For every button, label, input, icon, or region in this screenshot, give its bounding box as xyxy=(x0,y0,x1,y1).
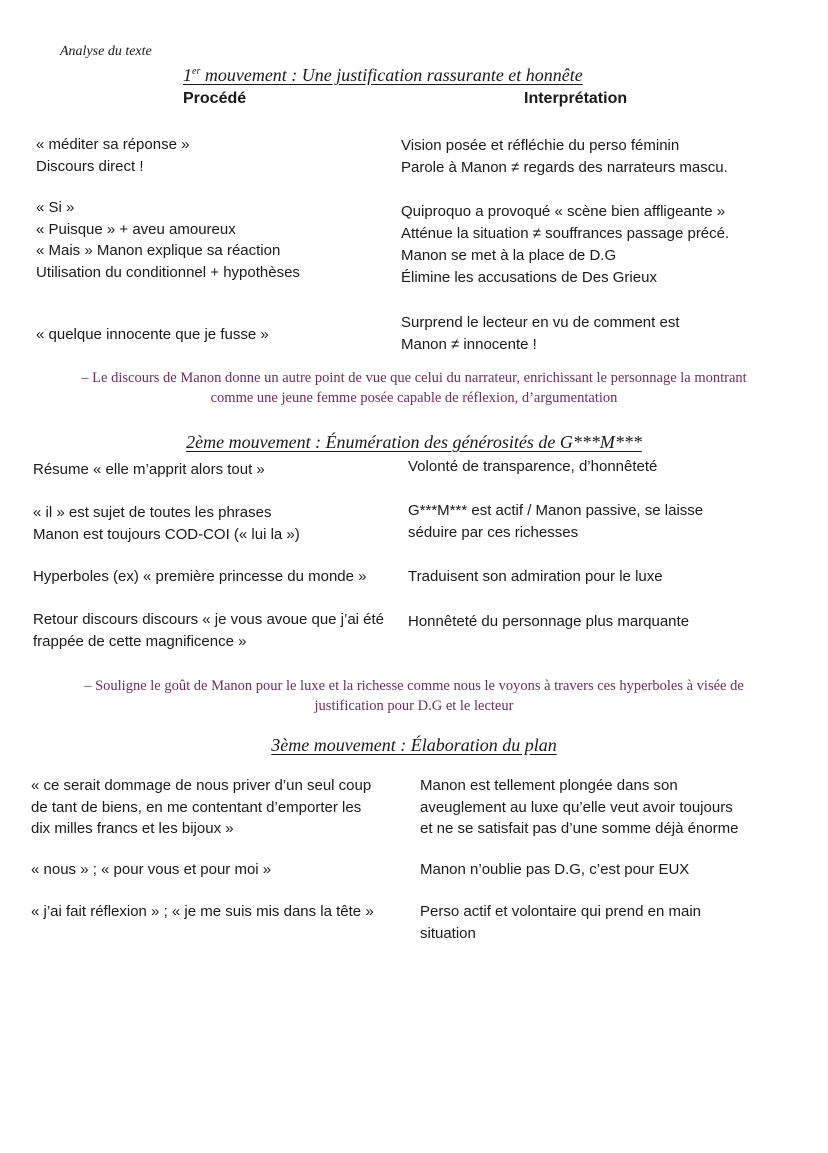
mouvement3-title: 3ème mouvement : Élaboration du plan xyxy=(271,735,557,755)
m2-row3-procede xyxy=(33,566,367,588)
cell-line: « Mais » Manon explique sa réaction xyxy=(36,242,281,259)
m3-row2-procede xyxy=(31,859,271,881)
mouvement1-title-sup: er xyxy=(192,66,201,77)
m2-row3-interpretation xyxy=(408,566,663,588)
m1-row2-procede xyxy=(36,197,300,283)
cell-line: Manon est tellement plongée dans son xyxy=(420,777,678,794)
cell-line: « Si » xyxy=(36,199,75,216)
m2-row2-interpretation xyxy=(408,500,703,544)
cell-line: situation xyxy=(420,924,476,942)
mouvement1-conclusion-note: – Le discours de Manon donne un autre point de vue que celui du narrateur, enrichissant le personnage la montrant comme une jeune femme posée capable de réflexion, d’argumentation xyxy=(81,370,747,406)
column-header-interpretation: Interprétation xyxy=(524,90,628,107)
cell-line: Manon n’oublie pas D.G, c’est pour EUX xyxy=(420,861,690,878)
cell-line: de tant de biens, en me contentant d’emporter les xyxy=(31,798,362,816)
column-header-procede: Procédé xyxy=(183,90,247,107)
cell-line: « méditer sa réponse » xyxy=(36,136,190,153)
cell-line: Atténue la situation ≠ souffrances passage précé. xyxy=(401,225,730,242)
cell-line: « nous » ; « pour vous et pour moi » xyxy=(31,861,272,878)
cell-line: « il » est sujet de toutes les phrases xyxy=(33,504,272,521)
mouvement1-title xyxy=(183,65,583,86)
m3-row3-interpretation xyxy=(420,901,701,944)
m1-row2-interpretation xyxy=(401,201,729,289)
cell-line: Utilisation du conditionnel + hypothèses xyxy=(36,263,300,281)
cell-line: Vision posée et réfléchie du perso féminin xyxy=(401,137,680,154)
m1-row1-procede xyxy=(36,134,189,177)
m1-row3-interpretation xyxy=(401,312,679,356)
m2-row4-interpretation xyxy=(408,611,689,633)
mouvement2-conclusion-note: – Souligne le goût de Manon pour le luxe et la richesse comme nous le voyons à travers ces hyperboles à visée de justification pour D.G et le lecteur xyxy=(84,678,744,714)
document-label: Analyse du texte xyxy=(60,44,152,59)
cell-line: Manon est toujours COD-COI (« lui la ») xyxy=(33,525,300,543)
cell-line: frappée de cette magnificence » xyxy=(33,632,247,650)
m3-row2-interpretation xyxy=(420,859,689,881)
m2-row1-interpretation xyxy=(408,456,657,478)
cell-line: Honnêteté du personnage plus marquante xyxy=(408,613,690,630)
cell-line: G***M*** est actif / Manon passive, se laisse xyxy=(408,502,704,519)
cell-line: Discours direct ! xyxy=(36,157,144,175)
cell-line: « j’ai fait réflexion » ; « je me suis mis dans la tête » xyxy=(31,903,374,920)
cell-line: et ne se satisfait pas d’une somme déjà énorme xyxy=(420,820,739,837)
m1-row3-procede xyxy=(36,324,269,346)
m2-row2-procede xyxy=(33,502,300,545)
cell-line: Perso actif et volontaire qui prend en main xyxy=(420,903,701,920)
cell-line: Résume « elle m’apprit alors tout » xyxy=(33,461,265,478)
mouvement1-title-number: 1 xyxy=(183,65,192,85)
cell-line: Parole à Manon ≠ regards des narrateurs mascu. xyxy=(401,158,728,176)
cell-line: « Puisque » + aveu amoureux xyxy=(36,220,236,238)
m3-row1-procede xyxy=(31,775,371,840)
m3-row3-procede xyxy=(31,901,374,923)
cell-line: Surprend le lecteur en vu de comment est xyxy=(401,314,680,331)
cell-line: aveuglement au luxe qu’elle veut avoir toujours xyxy=(420,798,733,816)
mouvement2-title: 2ème mouvement : Énumération des générosités de G***M*** xyxy=(186,432,642,452)
cell-line: séduire par ces richesses xyxy=(408,524,579,541)
cell-line: Manon se met à la place de D.G xyxy=(401,247,617,264)
m3-row1-interpretation xyxy=(420,775,739,840)
m2-row1-procede xyxy=(33,459,265,481)
mouvement1-title-text: mouvement : Une justification rassurante et honnête xyxy=(200,65,583,85)
cell-line: Élimine les accusations de Des Grieux xyxy=(401,269,657,286)
m1-row1-interpretation xyxy=(401,135,728,178)
cell-line: « ce serait dommage de nous priver d’un seul coup xyxy=(31,777,372,794)
cell-line: dix milles francs et les bijoux » xyxy=(31,820,234,837)
cell-line: Traduisent son admiration pour le luxe xyxy=(408,568,663,585)
cell-line: Hyperboles (ex) « première princesse du monde » xyxy=(33,568,367,585)
cell-line: Manon ≠ innocente ! xyxy=(401,336,537,353)
cell-line: « quelque innocente que je fusse » xyxy=(36,326,269,343)
cell-line: Retour discours discours « je vous avoue que j’ai été xyxy=(33,611,385,628)
cell-line: Quiproquo a provoqué « scène bien affligeante » xyxy=(401,203,726,220)
m2-row4-procede xyxy=(33,609,384,652)
cell-line: Volonté de transparence, d’honnêteté xyxy=(408,458,658,475)
